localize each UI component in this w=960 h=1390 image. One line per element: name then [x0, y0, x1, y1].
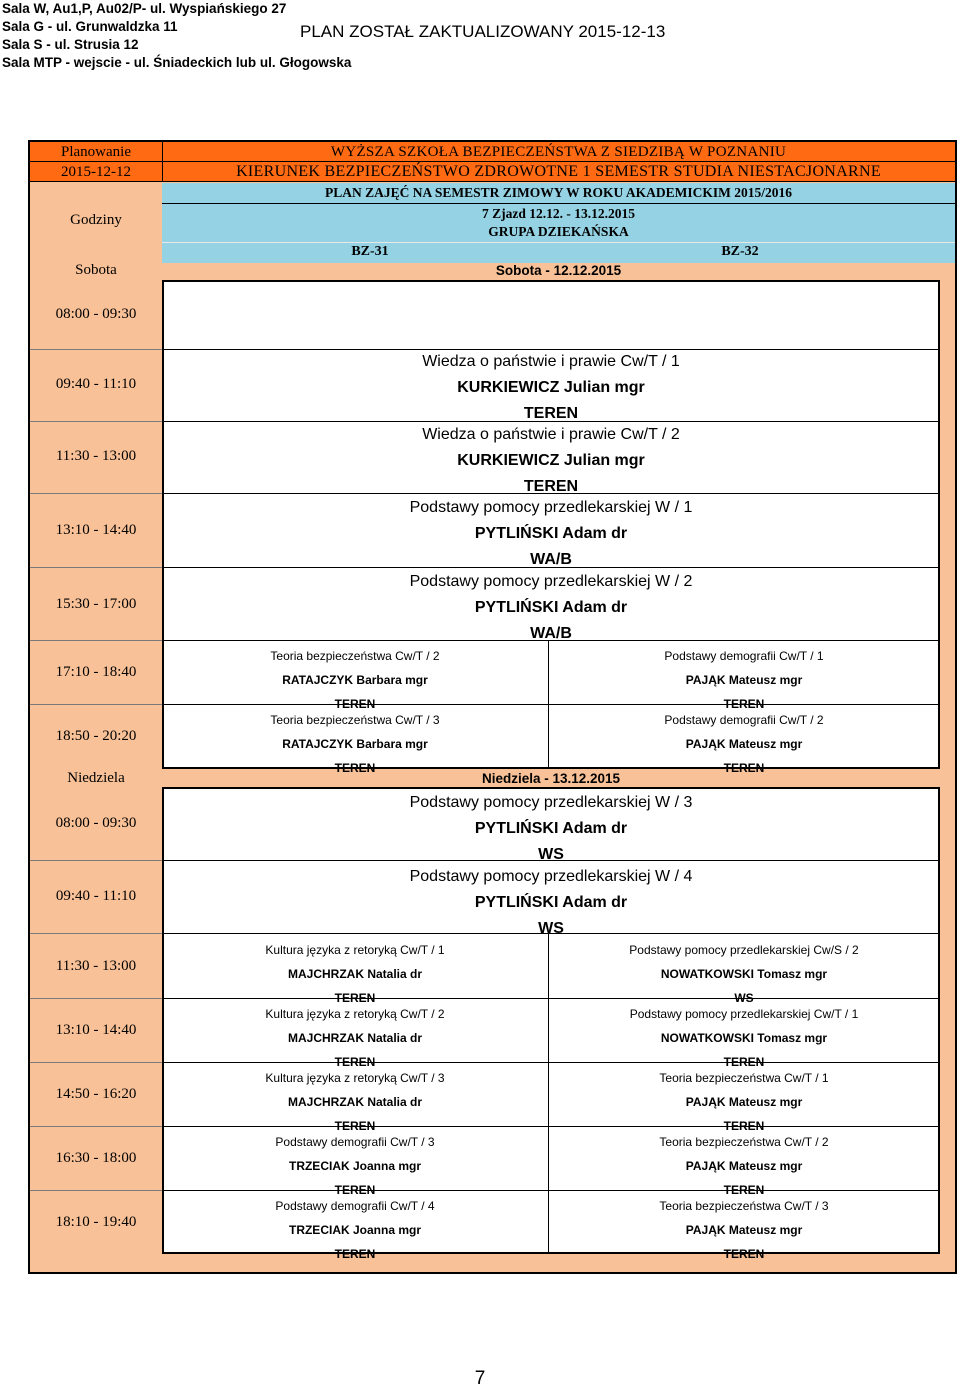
class-block-left[interactable] — [162, 942, 548, 1014]
class-room: WS — [538, 846, 564, 863]
class-subject: Kultura języka z retoryką Cw/T / 1 — [265, 943, 445, 957]
class-block-left[interactable] — [162, 648, 548, 720]
class-block-left[interactable] — [162, 1006, 548, 1078]
class-subject: Podstawy demografii Cw/T / 3 — [275, 1135, 435, 1149]
time-slot: 09:40 - 11:10 — [55, 376, 137, 392]
time-slot: 11:30 - 13:00 — [55, 448, 137, 464]
time-slot: 15:30 - 17:00 — [55, 596, 137, 612]
class-room: TEREN — [334, 1119, 376, 1133]
planowanie-label: Planowanie — [61, 144, 131, 160]
class-teacher: MAJCHRZAK Natalia dr — [287, 1095, 422, 1109]
class-room: TEREN — [723, 697, 765, 711]
class-block[interactable] — [162, 351, 940, 429]
time-slot: 11:30 - 13:00 — [55, 958, 137, 974]
room-info-line: Sala MTP - wejscie - ul. Śniadeckich lub ul. Głogowska — [2, 55, 352, 70]
class-block[interactable] — [162, 497, 940, 575]
class-room: TEREN — [723, 1247, 765, 1261]
update-notice: PLAN ZOSTAŁ ZAKTUALIZOWANY 2015-12-13 — [300, 22, 666, 41]
group-right-label: BZ-32 — [721, 244, 759, 259]
class-teacher: PAJĄK Mateusz mgr — [685, 673, 803, 687]
class-block[interactable] — [162, 792, 940, 870]
class-room: TEREN — [334, 1183, 376, 1197]
niedziela-label: Niedziela — [67, 770, 125, 786]
class-subject: Podstawy pomocy przedlekarskiej W / 2 — [409, 573, 693, 590]
class-room: WS — [734, 991, 754, 1005]
class-subject: Podstawy pomocy przedlekarskiej Cw/S / 2 — [629, 943, 859, 957]
class-teacher: TRZECIAK Joanna mgr — [288, 1223, 421, 1237]
time-slot: 17:10 - 18:40 — [55, 664, 137, 680]
class-teacher: KURKIEWICZ Julian mgr — [457, 379, 645, 396]
class-subject: Teoria bezpieczeństwa Cw/T / 2 — [659, 1135, 829, 1149]
group-label: GRUPA DZIEKAŃSKA — [488, 224, 629, 239]
class-teacher: PAJĄK Mateusz mgr — [685, 1223, 803, 1237]
class-block-right[interactable] — [548, 1134, 940, 1206]
class-room: TEREN — [334, 1247, 376, 1261]
class-block-right[interactable] — [548, 1070, 940, 1142]
class-room: TEREN — [523, 405, 579, 422]
class-room: TEREN — [334, 1055, 376, 1069]
class-block-right[interactable] — [548, 1198, 940, 1270]
class-subject: Wiedza o państwie i prawie Cw/T / 2 — [422, 426, 680, 443]
room-info-line: Sala S - ul. Strusia 12 — [2, 37, 139, 52]
class-subject: Podstawy demografii Cw/T / 4 — [275, 1199, 435, 1213]
time-slot: 08:00 - 09:30 — [55, 815, 137, 831]
class-room: WA/B — [530, 625, 572, 642]
class-teacher: MAJCHRZAK Natalia dr — [287, 967, 422, 981]
class-teacher: RATAJCZYK Barbara mgr — [282, 673, 428, 687]
time-slot: 16:30 - 18:00 — [55, 1150, 137, 1166]
class-room: TEREN — [334, 991, 376, 1005]
class-teacher: PAJĄK Mateusz mgr — [685, 1159, 803, 1173]
class-subject: Podstawy pomocy przedlekarskiej W / 3 — [409, 794, 693, 811]
class-block[interactable] — [162, 571, 940, 649]
kierunek-title: KIERUNEK BEZPIECZEŃSTWO ZDROWOTNE 1 SEMESTR STUDIA NIESTACJONARNE — [236, 163, 881, 180]
class-subject: Podstawy pomocy przedlekarskiej W / 4 — [409, 868, 693, 885]
time-slot: 14:50 - 16:20 — [55, 1086, 137, 1102]
time-slot: 18:50 - 20:20 — [55, 728, 137, 744]
time-slot: 08:00 - 09:30 — [55, 306, 137, 322]
page-number: 7 — [474, 1368, 486, 1389]
class-block-right[interactable] — [548, 648, 940, 720]
class-teacher: PYTLIŃSKI Adam dr — [474, 525, 628, 542]
class-teacher: PYTLIŃSKI Adam dr — [474, 599, 628, 616]
class-subject: Teoria bezpieczeństwa Cw/T / 3 — [270, 713, 440, 727]
class-block-left[interactable] — [162, 1070, 548, 1142]
class-block[interactable] — [162, 424, 940, 502]
godziny-label: Godziny — [70, 212, 122, 228]
time-slot: 09:40 - 11:10 — [55, 888, 137, 904]
class-subject: Podstawy demografii Cw/T / 1 — [664, 649, 824, 663]
class-subject: Teoria bezpieczeństwa Cw/T / 1 — [659, 1071, 829, 1085]
time-slot: 13:10 - 14:40 — [55, 1022, 137, 1038]
class-teacher: MAJCHRZAK Natalia dr — [287, 1031, 422, 1045]
class-room: TEREN — [723, 1119, 765, 1133]
class-block-left[interactable] — [162, 1198, 548, 1270]
class-subject: Podstawy demografii Cw/T / 2 — [664, 713, 824, 727]
class-room: TEREN — [723, 1183, 765, 1197]
group-left-label: BZ-31 — [351, 244, 389, 259]
day2-label: Niedziela - 13.12.2015 — [481, 771, 621, 786]
class-teacher: KURKIEWICZ Julian mgr — [457, 452, 645, 469]
room-info-line: Sala W, Au1,P, Au02/P- ul. Wyspiańskiego 27 — [2, 1, 287, 16]
class-teacher: TRZECIAK Joanna mgr — [288, 1159, 421, 1173]
class-teacher: NOWATKOWSKI Tomasz mgr — [660, 1031, 828, 1045]
class-teacher: PAJĄK Mateusz mgr — [685, 737, 803, 751]
class-subject: Teoria bezpieczeństwa Cw/T / 2 — [270, 649, 440, 663]
class-room: TEREN — [523, 478, 579, 495]
class-room: TEREN — [334, 697, 376, 711]
class-subject: Kultura języka z retoryką Cw/T / 3 — [265, 1071, 445, 1085]
class-subject: Kultura języka z retoryką Cw/T / 2 — [265, 1007, 445, 1021]
class-block-right[interactable] — [548, 942, 940, 1014]
day1-label: Sobota - 12.12.2015 — [495, 263, 622, 278]
school-title: WYŻSZA SZKOŁA BEZPIECZEŃSTWA Z SIEDZIBĄ W POZNANIU — [330, 144, 787, 160]
class-teacher: PAJĄK Mateusz mgr — [685, 1095, 803, 1109]
planning-date: 2015-12-12 — [61, 164, 131, 180]
class-block-left[interactable] — [162, 1134, 548, 1206]
class-block[interactable] — [162, 866, 940, 944]
class-teacher: PYTLIŃSKI Adam dr — [474, 894, 628, 911]
time-slot: 18:10 - 19:40 — [55, 1214, 137, 1230]
class-block-right[interactable] — [548, 1006, 940, 1078]
class-subject: Podstawy pomocy przedlekarskiej Cw/T / 1 — [629, 1007, 859, 1021]
class-subject: Wiedza o państwie i prawie Cw/T / 1 — [422, 353, 680, 370]
time-slot: 13:10 - 14:40 — [55, 522, 137, 538]
class-room: TEREN — [334, 761, 376, 775]
class-room: WS — [538, 920, 564, 937]
class-room: TEREN — [723, 761, 765, 775]
sobota-label: Sobota — [75, 262, 117, 278]
zjazd-label: 7 Zjazd 12.12. - 13.12.2015 — [482, 206, 635, 221]
class-teacher: PYTLIŃSKI Adam dr — [474, 820, 628, 837]
class-teacher: NOWATKOWSKI Tomasz mgr — [660, 967, 828, 981]
class-room: TEREN — [723, 1055, 765, 1069]
class-subject: Teoria bezpieczeństwa Cw/T / 3 — [659, 1199, 829, 1213]
plan-title: PLAN ZAJĘĆ NA SEMESTR ZIMOWY W ROKU AKADEMICKIM 2015/2016 — [324, 185, 793, 200]
room-info-line: Sala G - ul. Grunwaldzka 11 — [2, 19, 178, 34]
class-subject: Podstawy pomocy przedlekarskiej W / 1 — [409, 499, 693, 516]
class-teacher: RATAJCZYK Barbara mgr — [282, 737, 428, 751]
class-room: WA/B — [530, 551, 572, 568]
